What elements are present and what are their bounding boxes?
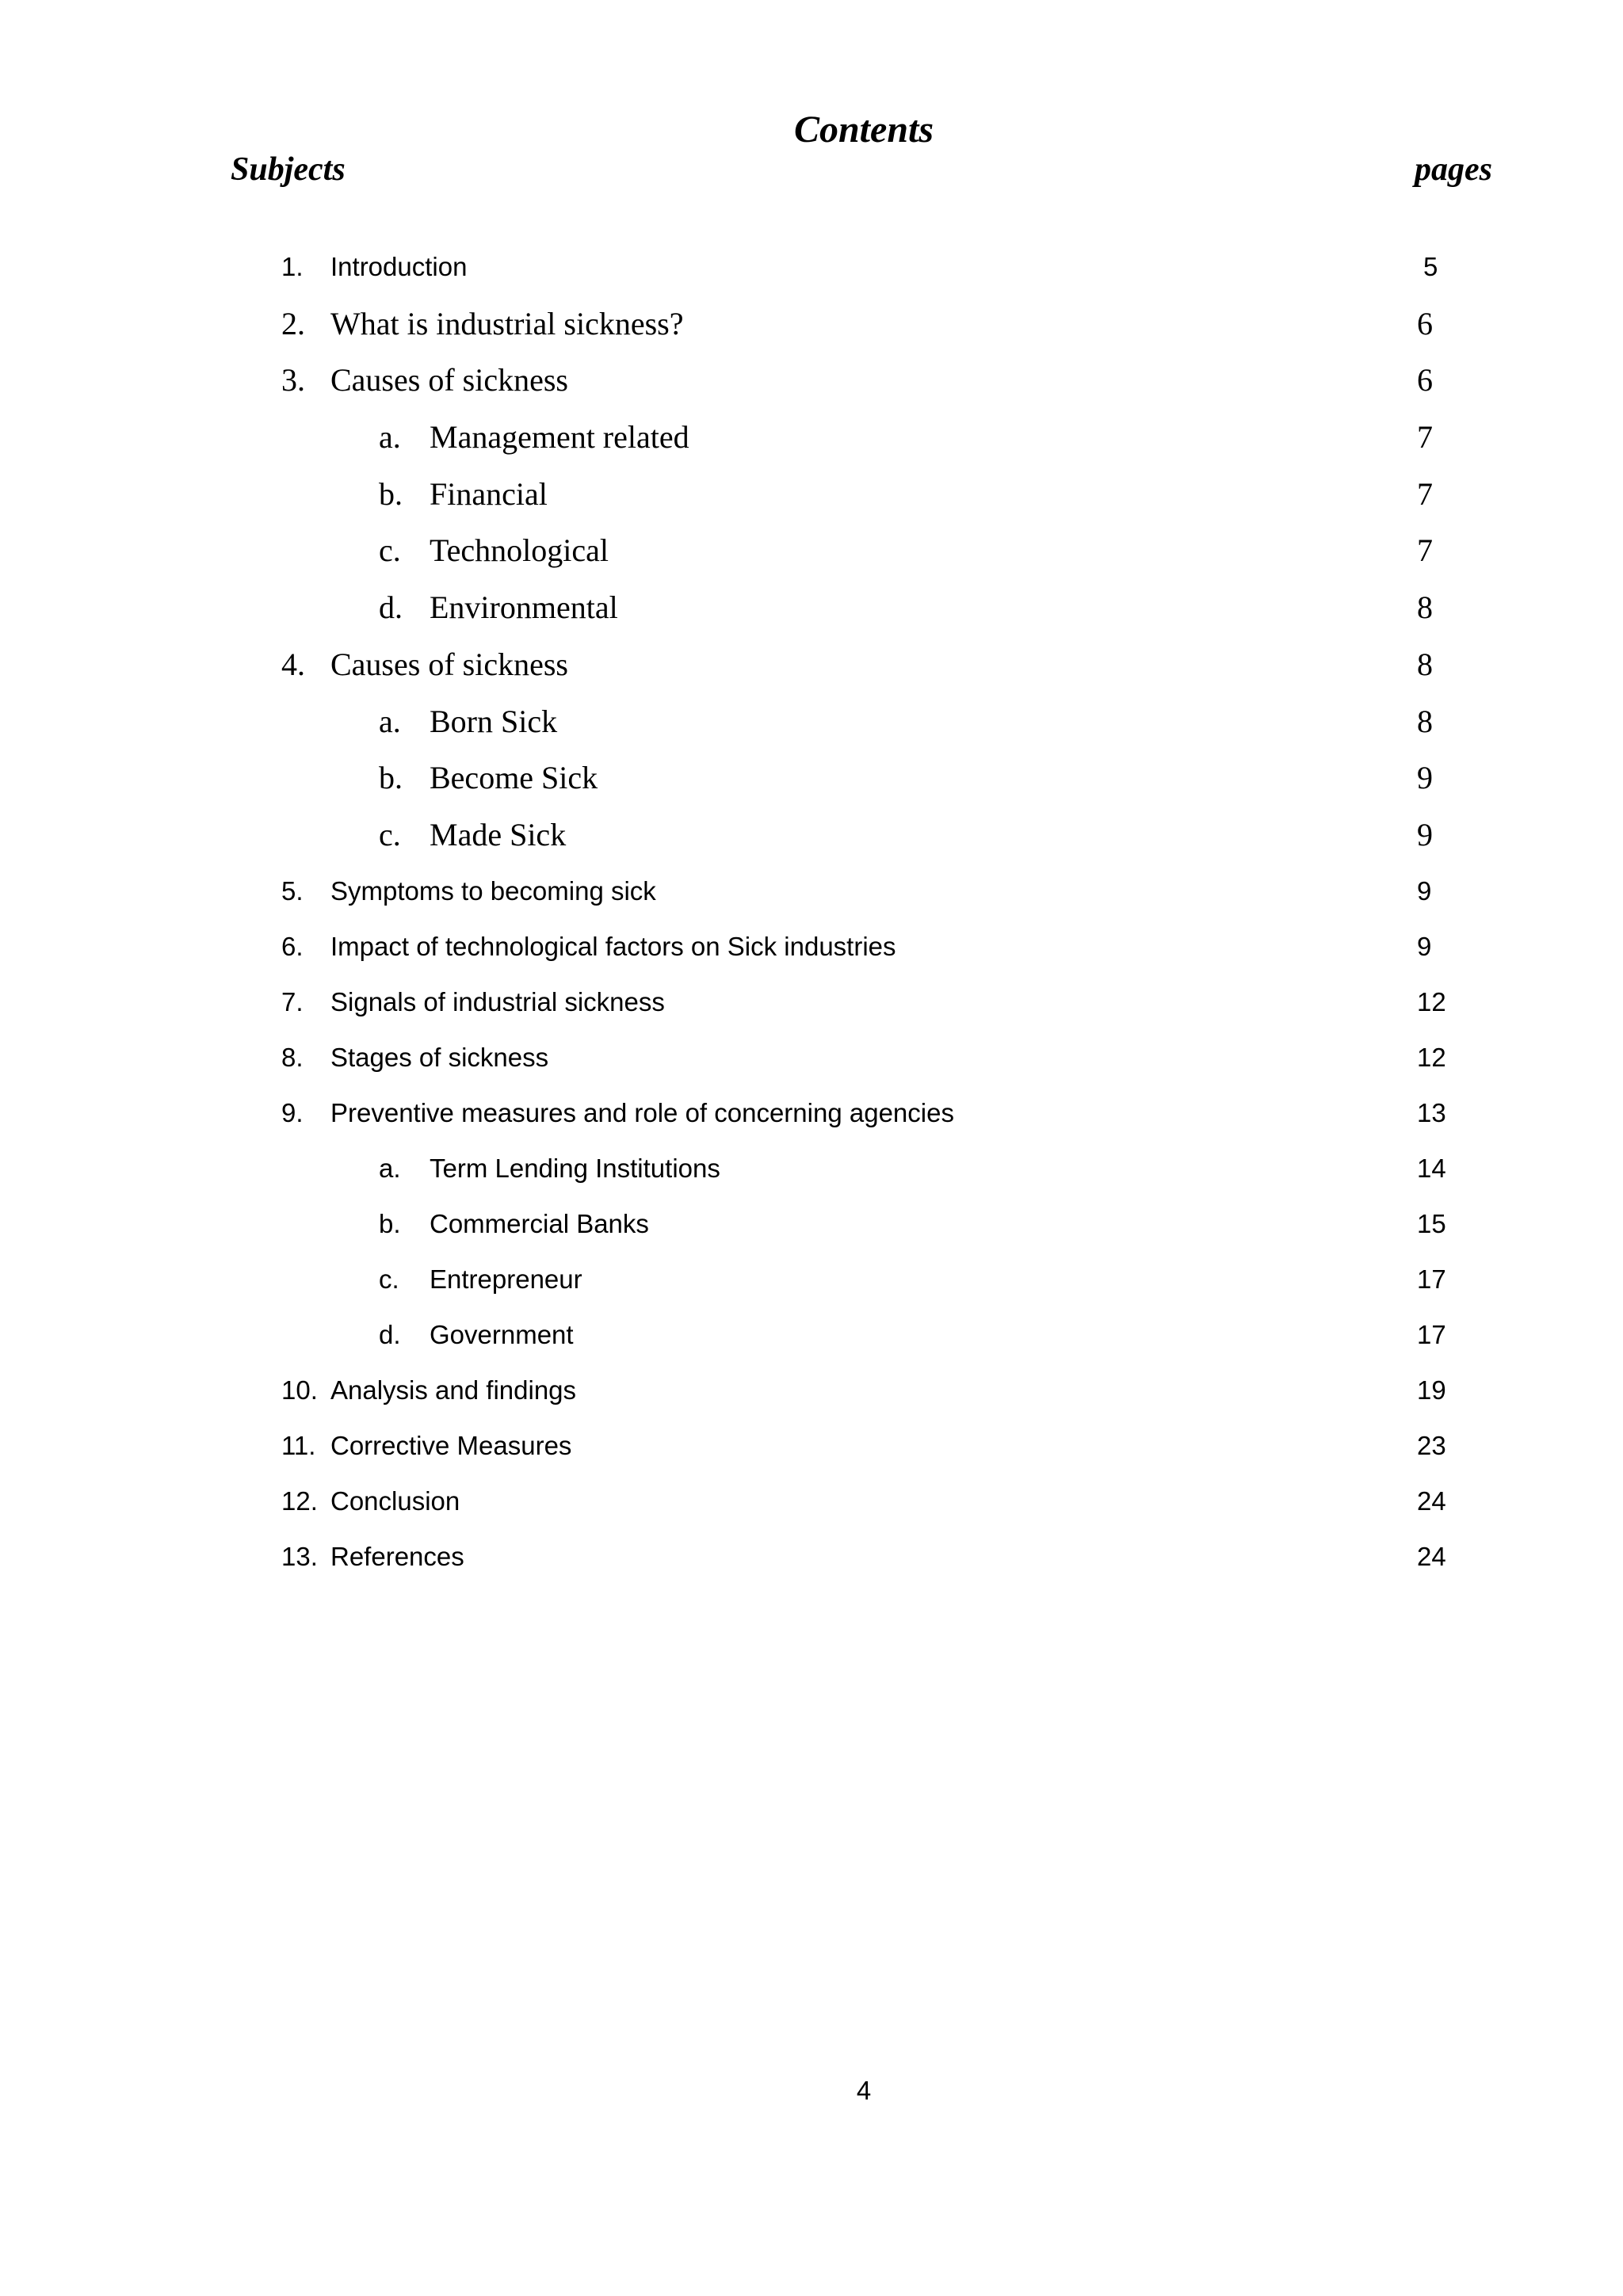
toc-entry-label: Causes of sickness xyxy=(330,646,568,682)
toc-entry-label: Commercial Banks xyxy=(430,1209,649,1238)
toc-entry-number: a. xyxy=(379,1154,401,1183)
toc-entry-label: Born Sick xyxy=(430,704,558,739)
subjects-heading: Subjects xyxy=(231,151,346,188)
toc-entry-page: 17 xyxy=(1417,1320,1446,1349)
toc-entry-number: c. xyxy=(379,817,401,852)
toc-entry-page: 12 xyxy=(1417,987,1446,1016)
toc-entry-label: Impact of technological factors on Sick industries xyxy=(330,932,896,961)
toc-entry-label: Entrepreneur xyxy=(430,1264,582,1294)
toc-entry-label: Technological xyxy=(430,532,609,568)
toc-entry-label: Analysis and findings xyxy=(330,1375,577,1405)
toc-entry-label: Introduction xyxy=(330,252,468,281)
toc-entry-label: Conclusion xyxy=(330,1486,460,1516)
toc-entry-number: a. xyxy=(379,419,401,455)
toc-entry-page: 19 xyxy=(1417,1375,1446,1405)
toc-entry-page: 5 xyxy=(1423,252,1438,281)
toc-entry-number: d. xyxy=(379,589,403,625)
toc-entry-number: 12. xyxy=(281,1486,318,1516)
toc-entry-label: Environmental xyxy=(430,589,618,625)
toc-entry-page: 9 xyxy=(1417,817,1433,852)
toc-entry-label: What is industrial sickness? xyxy=(330,306,684,341)
toc-entry-page: 8 xyxy=(1417,704,1433,739)
toc-entry-page: 14 xyxy=(1417,1154,1446,1183)
toc-entry-page: 6 xyxy=(1417,362,1433,398)
toc-entry-number: c. xyxy=(379,532,401,568)
toc-entry-number: b. xyxy=(379,476,403,512)
toc-entry-page: 7 xyxy=(1417,532,1433,568)
toc-entry-number: 4. xyxy=(281,646,305,682)
toc-entry-page: 24 xyxy=(1417,1486,1446,1516)
toc-entry-number: 7. xyxy=(281,987,304,1016)
toc-entry-label: Become Sick xyxy=(430,760,598,795)
toc-entry-page: 7 xyxy=(1417,476,1433,512)
toc-entry-label: Term Lending Institutions xyxy=(430,1154,720,1183)
toc-entry-label: Stages of sickness xyxy=(330,1043,549,1072)
toc-entry-page: 8 xyxy=(1417,646,1433,682)
toc-entry-page: 9 xyxy=(1417,760,1433,795)
toc-entry-number: 5. xyxy=(281,876,304,906)
toc-entry-page: 24 xyxy=(1417,1542,1446,1571)
toc-entry-label: Corrective Measures xyxy=(330,1431,572,1460)
toc-entry-page: 7 xyxy=(1417,419,1433,455)
toc-entry-label: Government xyxy=(430,1320,574,1349)
toc-entry-label: References xyxy=(330,1542,464,1571)
toc-entry-number: 11. xyxy=(281,1431,316,1460)
toc-entry-page: 6 xyxy=(1417,306,1433,341)
page-number: 4 xyxy=(856,2076,872,2105)
toc-entry-label: Signals of industrial sickness xyxy=(330,987,665,1016)
toc-entry-label: Made Sick xyxy=(430,817,567,852)
toc-entry-number: 10. xyxy=(281,1375,318,1405)
toc-entry-number: 3. xyxy=(281,362,305,398)
toc-entry-page: 9 xyxy=(1417,876,1432,906)
toc-entry-page: 9 xyxy=(1417,932,1432,961)
toc-entry-page: 8 xyxy=(1417,589,1433,625)
toc-entry-number: 8. xyxy=(281,1043,304,1072)
pages-heading: pages xyxy=(1415,151,1492,188)
toc-entry-number: 2. xyxy=(281,306,305,341)
toc-entry-number: b. xyxy=(379,760,403,795)
toc-entry-number: a. xyxy=(379,704,401,739)
toc-entry-page: 17 xyxy=(1417,1264,1446,1294)
toc-entry-label: Financial xyxy=(430,476,548,512)
toc-entry-page: 15 xyxy=(1417,1209,1446,1238)
page-title: Contents xyxy=(793,109,934,151)
toc-entry-label: Preventive measures and role of concerning agencies xyxy=(330,1098,954,1127)
toc-entry-label: Causes of sickness xyxy=(330,362,568,398)
toc-entry-number: 9. xyxy=(281,1098,304,1127)
toc-entry-page: 23 xyxy=(1417,1431,1446,1460)
toc-entry-number: 13. xyxy=(281,1542,318,1571)
toc-entry-number: c. xyxy=(379,1264,399,1294)
toc-entry-label: Management related xyxy=(430,419,689,455)
toc-entry-number: 1. xyxy=(281,252,304,281)
toc-entry-page: 12 xyxy=(1417,1043,1446,1072)
toc-entry-number: d. xyxy=(379,1320,401,1349)
toc-entry-page: 13 xyxy=(1417,1098,1446,1127)
toc-entry-number: b. xyxy=(379,1209,401,1238)
toc-entry-label: Symptoms to becoming sick xyxy=(330,876,656,906)
toc-entry-number: 6. xyxy=(281,932,304,961)
